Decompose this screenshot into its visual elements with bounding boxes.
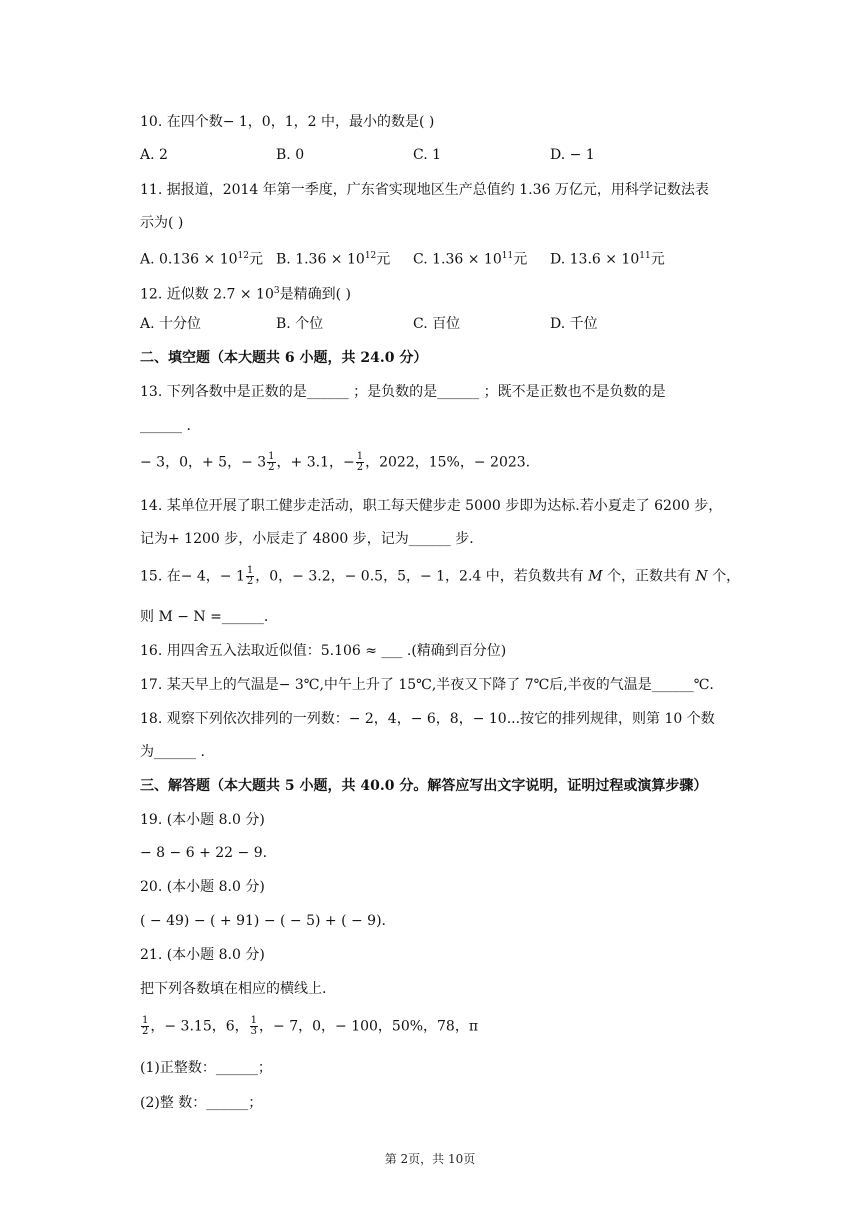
section-2-heading: 二、填空题（本大题共 6 小题，共 24.0 分）: [140, 350, 428, 366]
question-16-stem: 16. 用四舍五入法取近似值：5.106 ≈ ___ .(精确到百分位): [140, 643, 507, 659]
question-21-part-2: (2)整 数：______；: [140, 1095, 263, 1111]
question-13-stem-line1: 13. 下列各数中是正数的是______ ；是负数的是______ ；既不是正数也不是负数的是: [140, 384, 666, 400]
option-d: D. $13.6 \times 10^{11}$元: [550, 251, 665, 268]
question-21-instruction: 把下列各数填在相应的横线上.: [140, 981, 327, 997]
option-b: B. 个位: [276, 316, 324, 332]
option-b: B. $1.36 \times 10^{12}$元: [276, 251, 391, 268]
question-21-heading: 21. (本小题 8.0 分): [140, 947, 265, 963]
section-3-heading: 三、解答题（本大题共 5 小题，共 40.0 分。解答应写出文字说明，证明过程或演算步骤）: [140, 778, 708, 794]
question-18-stem-line1: 18. 观察下列依次排列的一列数：− 2，4，− 6，8，− 10...按它的排列规律，则第 10 个数: [140, 711, 715, 727]
question-14-stem-line1: 14. 某单位开展了职工健步走活动，职工每天健步走 5000 步即为达标.若小夏走了 6200 步，: [140, 498, 723, 514]
question-19-heading: 19. (本小题 8.0 分): [140, 812, 265, 828]
question-11-stem-line2: 示为( ): [140, 215, 184, 231]
question-18-stem-line2: 为______ .: [140, 744, 205, 760]
fraction: $\frac{1}{2}$: [142, 1015, 149, 1037]
question-15-stem-line2: 则 M − N =______.: [140, 609, 269, 625]
question-13-numbers: − 3，0，+ 5，− 3 $\frac{1}{2}$ ，+ 3.1，− $\frac{1}{2}$ ，2022，15%，− 2023.: [140, 451, 531, 473]
question-19-expression: − 8 − 6 + 22 − 9.: [140, 845, 268, 861]
question-14-stem-line2: 记为+ 1200 步，小辰走了 4800 步，记为______ 步.: [140, 531, 474, 547]
option-c: C. 1: [413, 147, 442, 163]
question-17-stem: 17. 某天早上的气温是− 3℃,中午上升了 15℃,半夜又下降了 7℃后,半夜的气温是______℃.: [140, 677, 714, 693]
question-11-stem-line1: 11. 据报道，2014 年第一季度，广东省实现地区生产总值约 1.36 万亿元，用科学记数法表: [140, 182, 709, 198]
question-20-expression: ( − 49) − ( + 91) − ( − 5) + ( − 9).: [140, 913, 387, 929]
option-b: B. 0: [276, 147, 305, 163]
page-footer: 第 2页，共 10页: [384, 1152, 476, 1166]
question-15-stem-line1: 15. 在− 4，− 1 $\frac{1}{2}$ ，0，− 3.2，− 0.5，5，− 1，2.4 中，若负数共有 M 个，正数共有 N 个，: [140, 565, 741, 587]
option-a: A. 2: [140, 147, 168, 163]
question-13-stem-line2: ______ .: [140, 418, 191, 434]
question-21-part-1: (1)正整数：______；: [140, 1060, 272, 1076]
option-a: A. 十分位: [140, 316, 202, 332]
question-11-options: [140, 246, 700, 266]
question-10-options: [140, 145, 700, 165]
fraction: $\frac{1}{2}$: [246, 565, 254, 587]
question-12-options: [140, 314, 700, 334]
option-c: C. $1.36 \times 10^{11}$元: [413, 251, 528, 268]
question-10-stem: 10. 在四个数− 1，0，1，2 中，最小的数是( ): [140, 114, 435, 130]
option-d: D. 千位: [550, 316, 598, 332]
option-a: A. $0.136 \times 10^{12}$元: [140, 251, 263, 268]
fraction: $\frac{1}{3}$: [250, 1015, 258, 1037]
fraction: $\frac{1}{2}$: [268, 451, 275, 473]
question-21-numbers: $\frac{1}{2}$ ，− 3.15，6， $\frac{1}{3}$ ，− 7，0，− 100，50%，78，π: [142, 1015, 479, 1037]
option-c: C. 百位: [413, 316, 461, 332]
fraction: $\frac{1}{2}$: [356, 451, 364, 473]
option-d: D. − 1: [550, 147, 595, 163]
question-12-stem: 12. 近似数 $2.7 \times 10^3$是精确到( ): [140, 286, 351, 303]
question-20-heading: 20. (本小题 8.0 分): [140, 879, 265, 895]
